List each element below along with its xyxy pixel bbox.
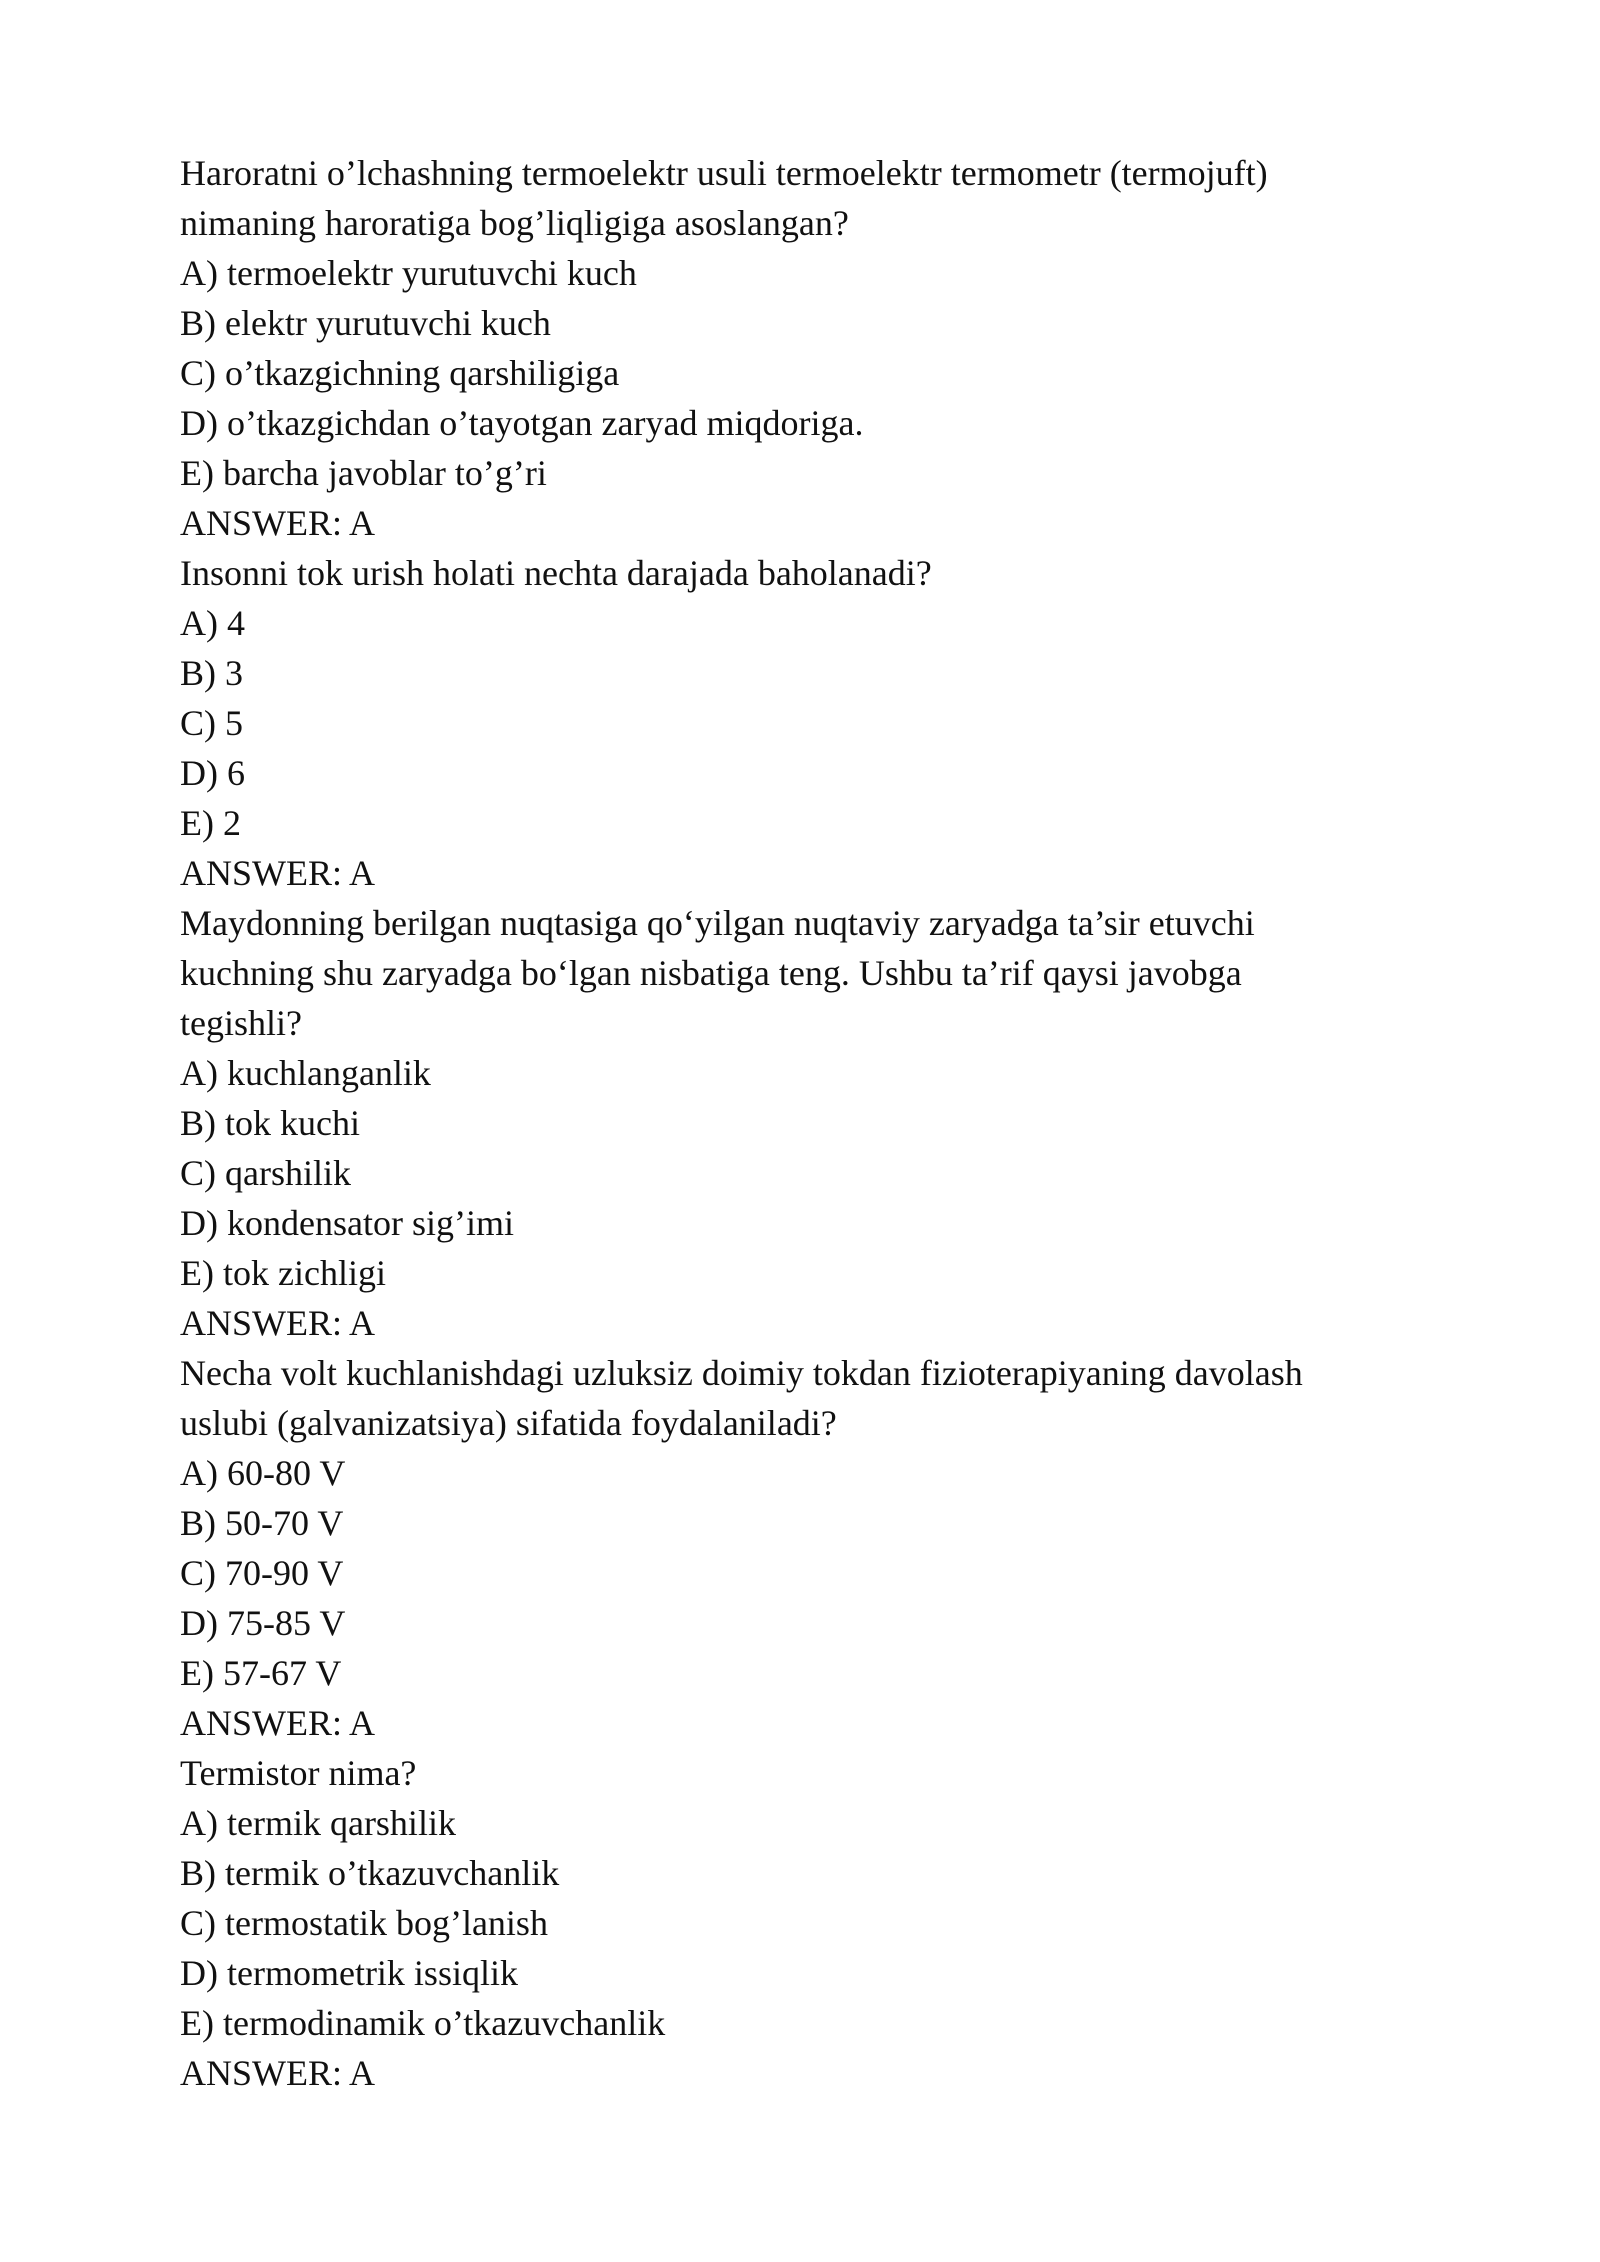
correct-answer: ANSWER: A [180, 503, 376, 543]
question-text: Haroratni o’lchashning termoelektr usuli termoelektr termometr (termojuft) [180, 153, 1268, 193]
correct-answer: ANSWER: A [180, 853, 376, 893]
question-block [180, 548, 1420, 898]
answer-option: C) termostatik bog’lanish [180, 1903, 548, 1943]
answer-option: A) termik qarshilik [180, 1803, 456, 1843]
correct-answer: ANSWER: A [180, 2053, 376, 2093]
answer-option: D) 6 [180, 753, 245, 793]
answer-option: C) qarshilik [180, 1153, 351, 1193]
question-text: kuchning shu zaryadga bo‘lgan nisbatiga teng. Ushbu ta’rif qaysi javobga [180, 953, 1242, 993]
question-text: Maydonning berilgan nuqtasiga qo‘yilgan nuqtaviy zaryadga ta’sir etuvchi [180, 903, 1255, 943]
answer-option: E) 57-67 V [180, 1653, 342, 1693]
question-block [180, 148, 1420, 548]
answer-option: C) o’tkazgichning qarshiligiga [180, 353, 620, 393]
answer-option: B) tok kuchi [180, 1103, 360, 1143]
answer-option: D) termometrik issiqlik [180, 1953, 518, 1993]
document-page [180, 148, 1420, 2098]
answer-option: D) kondensator sig’imi [180, 1203, 514, 1243]
question-block [180, 1348, 1420, 1748]
question-block [180, 1748, 1420, 2098]
answer-option: C) 70-90 V [180, 1553, 344, 1593]
answer-option: A) 4 [180, 603, 245, 643]
answer-option: E) barcha javoblar to’g’ri [180, 453, 547, 493]
answer-option: B) elektr yurutuvchi kuch [180, 303, 551, 343]
answer-option: B) 3 [180, 653, 243, 693]
answer-option: D) o’tkazgichdan o’tayotgan zaryad miqdoriga. [180, 403, 864, 443]
question-text: uslubi (galvanizatsiya) sifatida foydalaniladi? [180, 1403, 837, 1443]
question-text: Necha volt kuchlanishdagi uzluksiz doimiy tokdan fizioterapiyaning davolash [180, 1353, 1303, 1393]
question-text: tegishli? [180, 1003, 302, 1043]
answer-option: B) termik o’tkazuvchanlik [180, 1853, 560, 1893]
answer-option: B) 50-70 V [180, 1503, 344, 1543]
answer-option: A) termoelektr yurutuvchi kuch [180, 253, 637, 293]
question-text: nimaning haroratiga bog’liqligiga asoslangan? [180, 203, 849, 243]
answer-option: A) 60-80 V [180, 1453, 346, 1493]
answer-option: E) tok zichligi [180, 1253, 386, 1293]
question-text: Insonni tok urish holati nechta darajada baholanadi? [180, 553, 932, 593]
question-text: Termistor nima? [180, 1753, 417, 1793]
correct-answer: ANSWER: A [180, 1703, 376, 1743]
answer-option: C) 5 [180, 703, 243, 743]
correct-answer: ANSWER: A [180, 1303, 376, 1343]
answer-option: E) 2 [180, 803, 241, 843]
answer-option: D) 75-85 V [180, 1603, 346, 1643]
answer-option: A) kuchlanganlik [180, 1053, 431, 1093]
question-block [180, 898, 1420, 1348]
answer-option: E) termodinamik o’tkazuvchanlik [180, 2003, 666, 2043]
